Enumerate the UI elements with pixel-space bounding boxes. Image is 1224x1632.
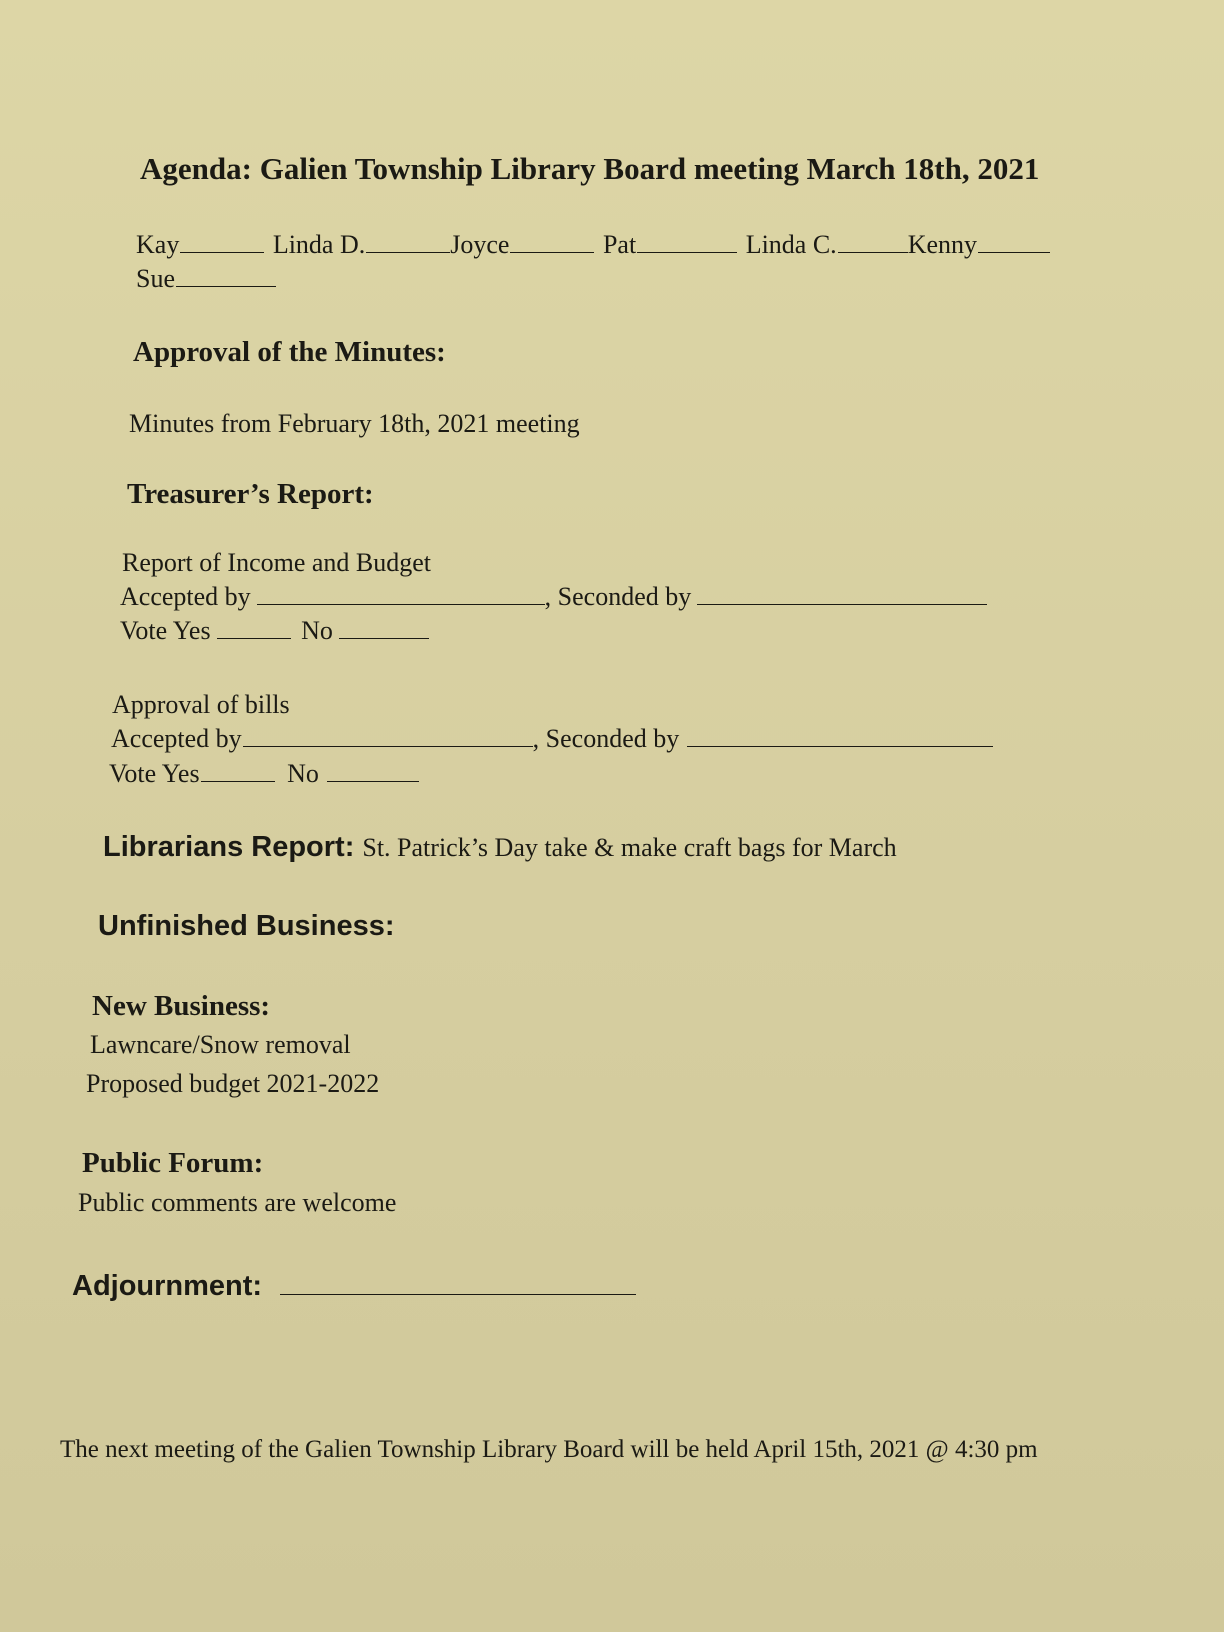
page-title: Agenda: Galien Township Library Board meeting March 18th, 2021 xyxy=(140,151,1040,186)
member-linda-d: Linda D. xyxy=(272,230,366,259)
member-sue-blank[interactable] xyxy=(176,286,276,287)
bills-vote-no-blank[interactable] xyxy=(327,781,419,782)
member-kay-blank[interactable] xyxy=(180,252,264,253)
member-linda-d-blank[interactable] xyxy=(366,252,450,253)
treasurer-accepted-label: Accepted by xyxy=(120,582,251,611)
member-kenny-blank[interactable] xyxy=(978,252,1050,253)
new-business-item-1: Lawncare/Snow removal xyxy=(90,1030,351,1059)
adjournment-row xyxy=(72,1272,636,1301)
minutes-heading: Approval of the Minutes: xyxy=(133,336,446,368)
member-joyce: Joyce xyxy=(450,230,510,259)
next-meeting-note: The next meeting of the Galien Township Library Board will be held April 15th, 2021 @ 4:30 pm xyxy=(60,1436,1038,1463)
treasurer-vote-no-label: No xyxy=(301,616,333,645)
member-kenny: Kenny xyxy=(907,230,978,259)
treasurer-heading: Treasurer’s Report: xyxy=(127,478,374,510)
bills-accepted-row xyxy=(111,726,993,752)
treasurer-vote-row xyxy=(120,618,429,644)
treasurer-vote-yes-label: Vote Yes xyxy=(120,616,211,645)
new-business-heading: New Business: xyxy=(92,990,271,1022)
treasurer-vote-yes-blank[interactable] xyxy=(217,638,291,639)
treasurer-seconded-blank[interactable] xyxy=(697,604,987,605)
new-business-item-2: Proposed budget 2021-2022 xyxy=(86,1069,380,1098)
member-kay: Kay xyxy=(136,230,180,259)
unfinished-heading: Unfinished Business: xyxy=(98,910,395,942)
treasurer-accepted-blank[interactable] xyxy=(257,604,545,605)
attendance-row-2 xyxy=(136,266,276,292)
bills-vote-no-label: No xyxy=(287,759,319,788)
treasurer-vote-no-blank[interactable] xyxy=(339,638,429,639)
adjournment-heading: Adjournment: xyxy=(72,1270,263,1302)
bills-vote-yes-blank[interactable] xyxy=(201,781,275,782)
bills-seconded-blank[interactable] xyxy=(687,746,993,747)
bills-title: Approval of bills xyxy=(112,690,290,719)
librarians-text: St. Patrick’s Day take & make craft bags for March xyxy=(362,833,897,862)
member-linda-c-blank[interactable] xyxy=(838,252,908,253)
public-forum-text: Public comments are welcome xyxy=(78,1188,397,1217)
bills-accepted-blank[interactable] xyxy=(243,746,533,747)
treasurer-accepted-row xyxy=(120,584,987,610)
librarians-heading: Librarians Report: xyxy=(103,831,355,863)
minutes-text: Minutes from February 18th, 2021 meeting xyxy=(129,409,580,438)
librarians-row xyxy=(103,833,897,862)
member-joyce-blank[interactable] xyxy=(510,252,594,253)
public-forum-heading: Public Forum: xyxy=(82,1147,264,1179)
attendance-row xyxy=(136,232,1050,258)
member-linda-c: Linda C. xyxy=(745,230,837,259)
bills-vote-row xyxy=(109,761,419,787)
adjournment-blank[interactable] xyxy=(280,1294,636,1295)
member-pat: Pat xyxy=(602,230,637,259)
treasurer-seconded-label: , Seconded by xyxy=(544,582,692,611)
treasurer-report-title: Report of Income and Budget xyxy=(122,548,432,577)
bills-accepted-label: Accepted by xyxy=(111,724,242,753)
member-sue: Sue xyxy=(136,264,175,293)
bills-seconded-label: , Seconded by xyxy=(532,724,680,753)
bills-vote-yes-label: Vote Yes xyxy=(109,759,200,788)
member-pat-blank[interactable] xyxy=(637,252,737,253)
